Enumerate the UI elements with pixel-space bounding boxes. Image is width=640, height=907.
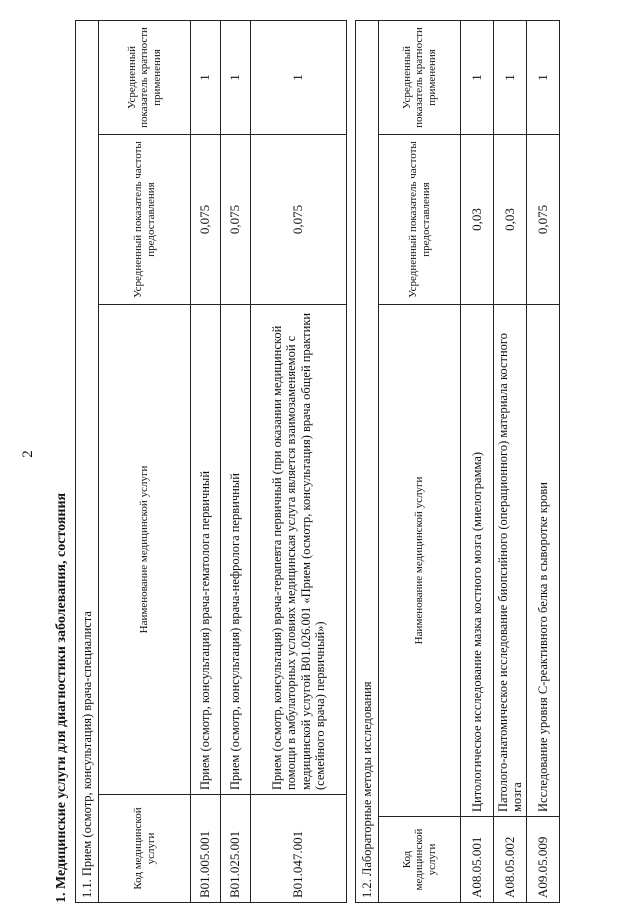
service-multiplicity: 1: [494, 20, 527, 134]
service-multiplicity: 1: [527, 20, 560, 134]
service-frequency: 0,075: [527, 135, 560, 305]
service-multiplicity: 1: [461, 20, 494, 134]
header-frequency: Усредненный показатель частоты предоставления: [379, 135, 461, 305]
table-caption: 1.2. Лабораторные методы исследования: [356, 20, 379, 902]
services-table-laboratory: [355, 20, 560, 903]
service-frequency: 0,075: [191, 135, 221, 305]
service-code: B01.025.001: [221, 795, 251, 903]
service-name: Исследование уровня С-реактивного белка в сыворотке крови: [527, 305, 560, 817]
table-header-row: [379, 20, 461, 902]
service-code: B01.047.001: [251, 795, 347, 903]
header-multiplicity: Усредненный показатель кратности применения: [379, 20, 461, 134]
table-row: [191, 20, 221, 902]
service-name: Прием (осмотр, консультация) врача-терапевта первичный (при оказании медицинской помощи в амбулаторных условиях медицинская услуга является взаимозаменяемой с медицинской услугой B01.026.001 «Прием (осмотр, консультация) врача общей практики (семейного врача) первичный»): [251, 305, 347, 795]
service-multiplicity: 1: [251, 20, 347, 134]
header-name: Наименование медицинской услуги: [379, 305, 461, 817]
services-table-consultations: [75, 20, 347, 903]
service-name: Прием (осмотр, консультация) врача-гематолога первичный: [191, 305, 221, 795]
table-header-row: [99, 20, 191, 902]
service-name: Прием (осмотр, консультация) врача-нефролога первичный: [221, 305, 251, 795]
service-name: Цитологическое исследование мазка костного мозга (миелограмма): [461, 305, 494, 817]
service-code: B01.005.001: [191, 795, 221, 903]
header-name: Наименование медицинской услуги: [99, 305, 191, 795]
header-code: Код медицинской услуги: [379, 817, 461, 903]
table-row: [221, 20, 251, 902]
table-row: [461, 20, 494, 902]
table-caption: 1.1. Прием (осмотр, консультация) врача-специалиста: [76, 20, 99, 902]
service-code: A08.05.001: [461, 817, 494, 903]
table-row: [494, 20, 527, 902]
table-row: [527, 20, 560, 902]
service-frequency: 0,03: [494, 135, 527, 305]
service-multiplicity: 1: [221, 20, 251, 134]
service-multiplicity: 1: [191, 20, 221, 134]
service-name: Патолого-анатомическое исследование биопсийного (операционного) материала костного мозга: [494, 305, 527, 817]
header-multiplicity: Усредненный показатель кратности применения: [99, 20, 191, 134]
table-row: [251, 20, 347, 902]
header-frequency: Усредненный показатель частоты предоставления: [99, 135, 191, 305]
service-frequency: 0,075: [221, 135, 251, 305]
service-code: A08.05.002: [494, 817, 527, 903]
header-code: Код медицинской услуги: [99, 795, 191, 903]
service-frequency: 0,03: [461, 135, 494, 305]
page-number: 2: [20, 450, 36, 458]
service-code: A09.05.009: [527, 817, 560, 903]
section-heading: 1. Медицинские услуги для диагностики заболевания, состояния: [54, 492, 69, 903]
service-frequency: 0,075: [251, 135, 347, 305]
